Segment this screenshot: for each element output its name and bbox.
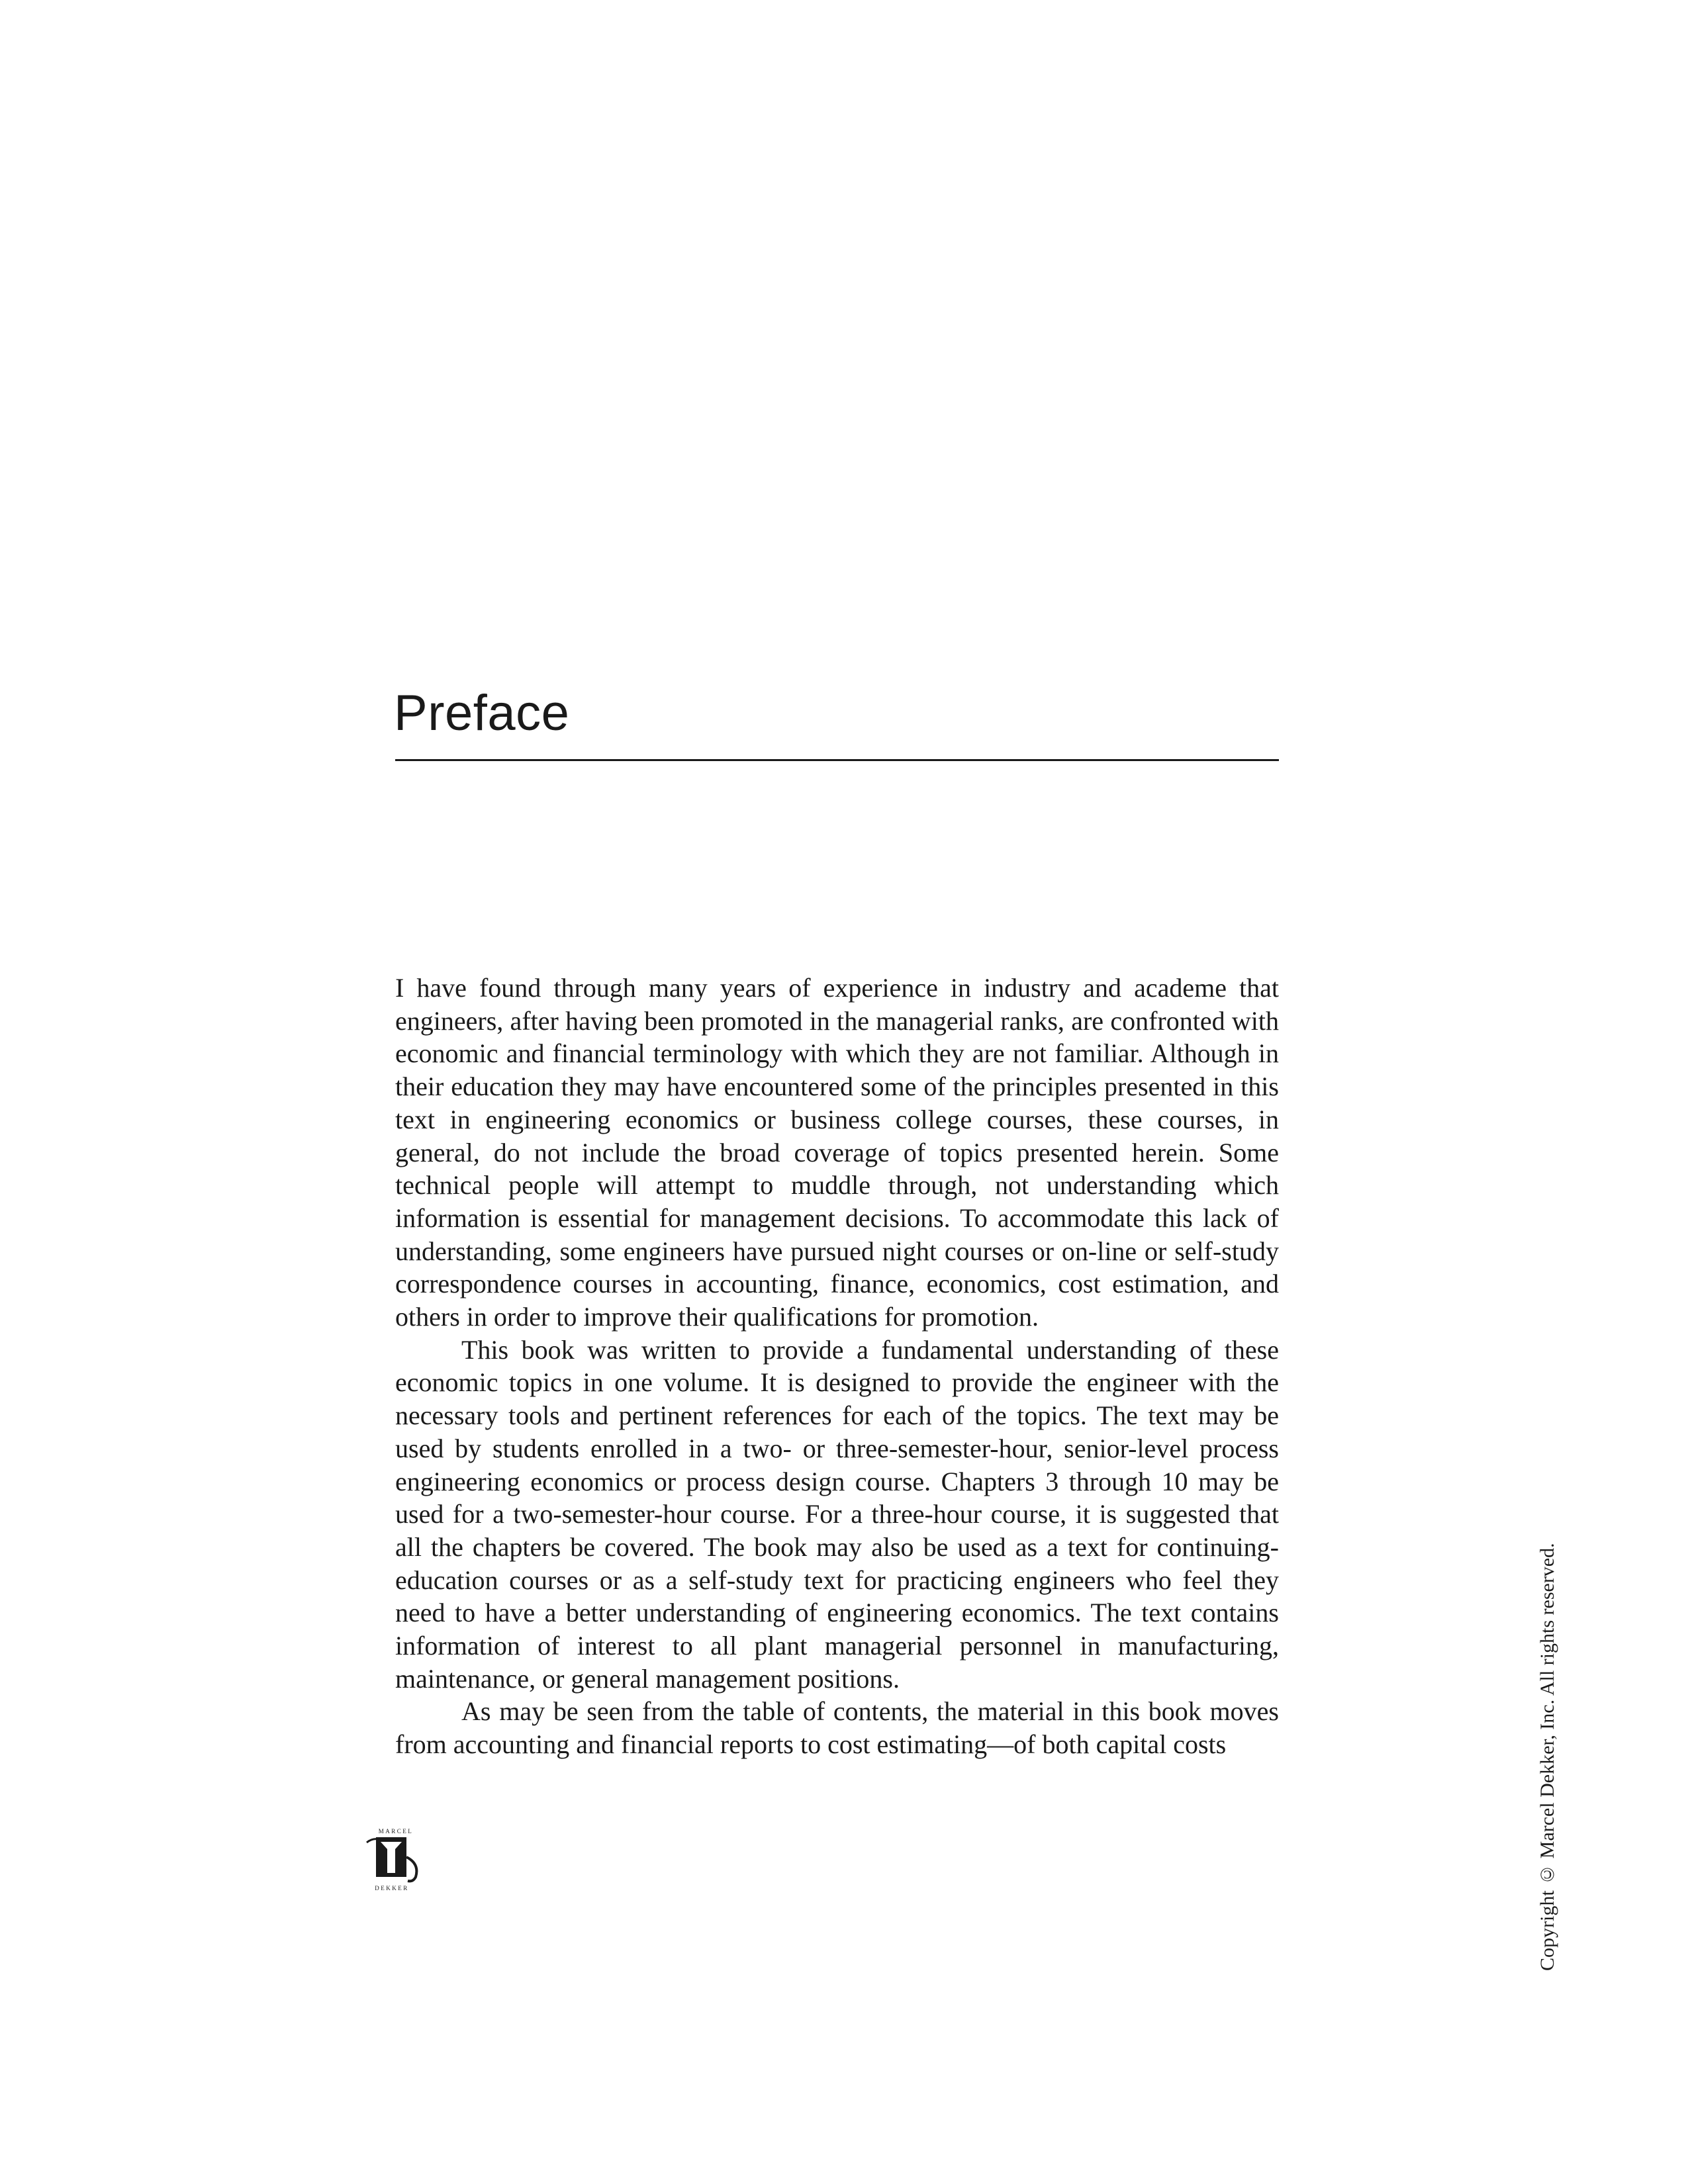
logo-swoosh-right	[406, 1857, 416, 1881]
paragraph-3: As may be seen from the table of contents, the material in this book moves from accounting and financial reports to cost estimating—of both capital costs	[395, 1696, 1279, 1760]
paragraph-1: I have found through many years of experience in industry and academe that engineers, after having been promoted in the managerial ranks, are confronted with economic and financial terminology with which they are not familiar. Although in their education they may have encountered some of the principles presented in this text in engineering economics or business college courses, these courses, in general, do not include the broad coverage of topics presented herein. Some technical people will attempt to muddle through, not understanding which information is essential for management decisions. To accommodate this lack of understanding, some engineers have pursued night courses or on-line or self-study correspondence courses in accounting, finance, economics, cost estimation, and others in order to improve their qualifications for promotion.	[395, 973, 1279, 1332]
body-text	[395, 972, 1279, 1761]
title-divider	[395, 759, 1279, 761]
chapter-title: Preface	[394, 685, 570, 741]
logo-top-text: MARCEL	[378, 1828, 414, 1835]
copyright-notice: Copyright © Marcel Dekker, Inc. All rights reserved.	[1536, 1543, 1558, 1971]
publisher-logo	[363, 1825, 429, 1898]
paragraph-2: This book was written to provide a fundamental understanding of these economic topics in one volume. It is designed to provide the engineer with the necessary tools and pertinent references for each of the topics. The text may be used by students enrolled in a two- or three-semester-hour, senior-level process engineering economics or process design course. Chapters 3 through 10 may be used for a two-semester-hour course. For a three-hour course, it is suggested that all the chapters be covered. The book may also be used as a text for continuing-education courses or as a self-study text for practicing engineers who feel they need to have a better understanding of engineering economics. The text contains information of interest to all plant managerial personnel in manufacturing, maintenance, or general management positions.	[395, 1334, 1279, 1694]
logo-bottom-text: DEKKER	[375, 1885, 409, 1891]
